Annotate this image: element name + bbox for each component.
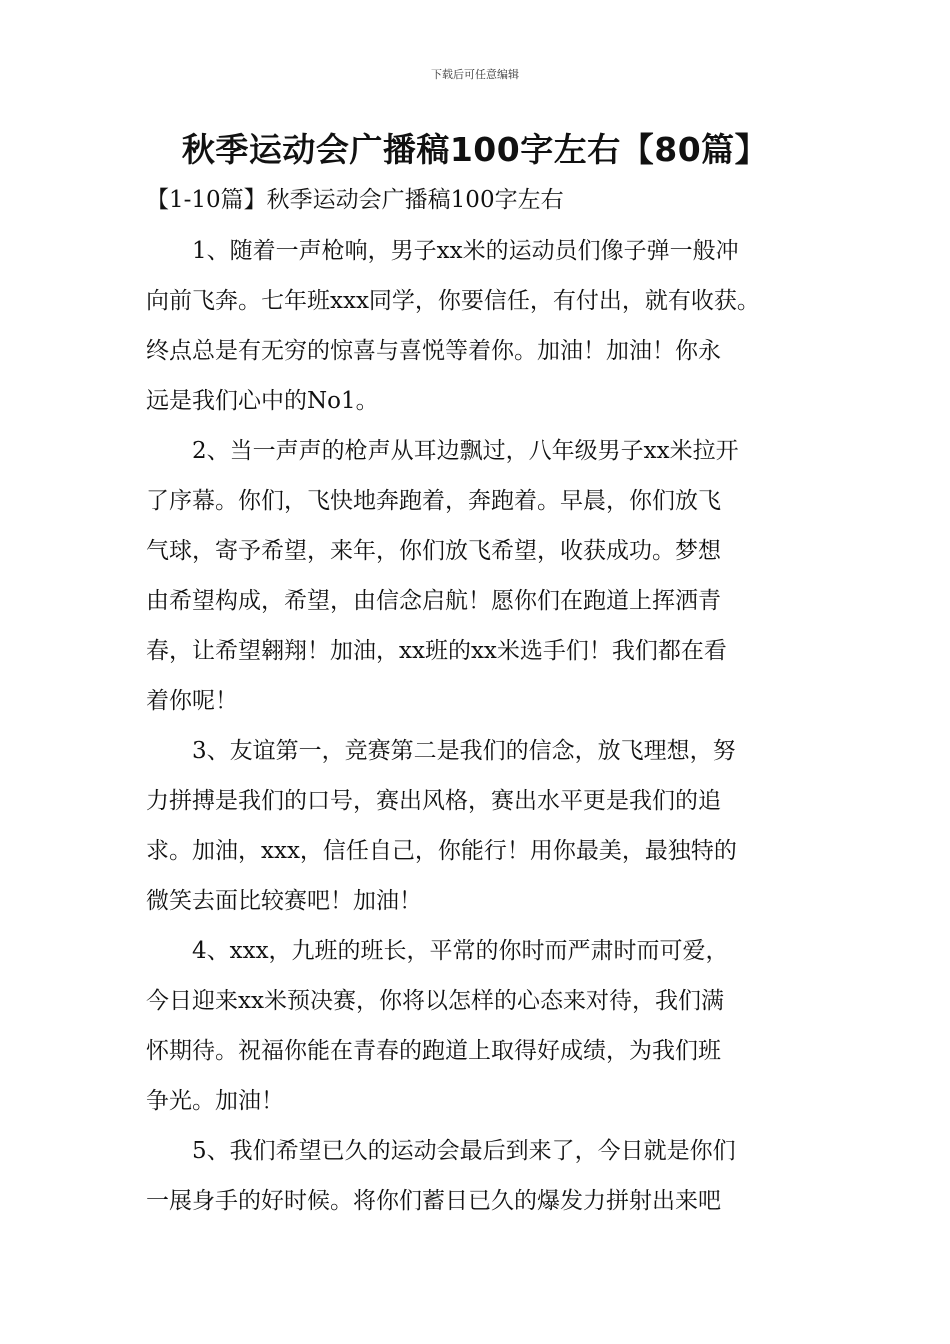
paragraph-line: 争光。加油！ [146,1088,284,1114]
paragraph-1 [146,226,836,426]
paragraph-line: 2、当一声声的枪声从耳边飘过，八年级男子xx米拉开 [192,438,739,464]
paragraph-line: 今日迎来xx米预决赛，你将以怎样的心态来对待，我们满 [146,988,724,1014]
paragraph-line: 由希望构成，希望，由信念启航！愿你们在跑道上挥洒青 [146,588,721,614]
paragraph-line: 力拼搏是我们的口号，赛出风格，赛出水平更是我们的追 [146,788,721,814]
paragraph-line: 4、xxx，九班的班长，平常的你时而严肃时而可爱， [192,938,729,964]
paragraph-line: 春，让希望翱翔！加油，xx班的xx米选手们！我们都在看 [146,638,727,664]
document-title: 秋季运动会广播稿100字左右【80篇】 [181,130,769,169]
paragraph-5 [146,1126,836,1226]
paragraph-2 [146,426,836,726]
paragraph-line: 5、我们希望已久的运动会最后到来了，今日就是你们 [192,1138,736,1164]
header-note: 下载后可任意编辑 [431,68,519,81]
paragraph-line: 了序幕。你们，飞快地奔跑着，奔跑着。早晨，你们放飞 [146,488,721,514]
paragraph-line: 远是我们心中的No1。 [146,388,379,414]
paragraph-line: 气球，寄予希望，来年，你们放飞希望，收获成功。梦想 [146,538,721,564]
paragraph-line: 微笑去面比较赛吧！加油！ [146,888,422,914]
paragraph-line: 一展身手的好时候。将你们蓄日已久的爆发力拼射出来吧 [146,1188,721,1214]
section-heading: 【1-10篇】秋季运动会广播稿100字左右 [146,187,564,213]
document-body [146,226,836,1226]
paragraph-line: 求。加油，xxx，信任自己，你能行！用你最美，最独特的 [146,838,737,864]
paragraph-line: 向前飞奔。七年班xxx同学，你要信任，有付出，就有收获。 [146,288,760,314]
paragraph-line: 怀期待。祝福你能在青春的跑道上取得好成绩，为我们班 [146,1038,721,1064]
paragraph-line: 着你呢！ [146,688,238,714]
paragraph-line: 1、随着一声枪响，男子xx米的运动员们像子弹一般冲 [192,238,739,264]
paragraph-line: 终点总是有无穷的惊喜与喜悦等着你。加油！加油！你永 [146,338,721,364]
paragraph-3 [146,726,836,926]
paragraph-4 [146,926,836,1126]
paragraph-line: 3、友谊第一，竞赛第二是我们的信念，放飞理想，努 [192,738,736,764]
